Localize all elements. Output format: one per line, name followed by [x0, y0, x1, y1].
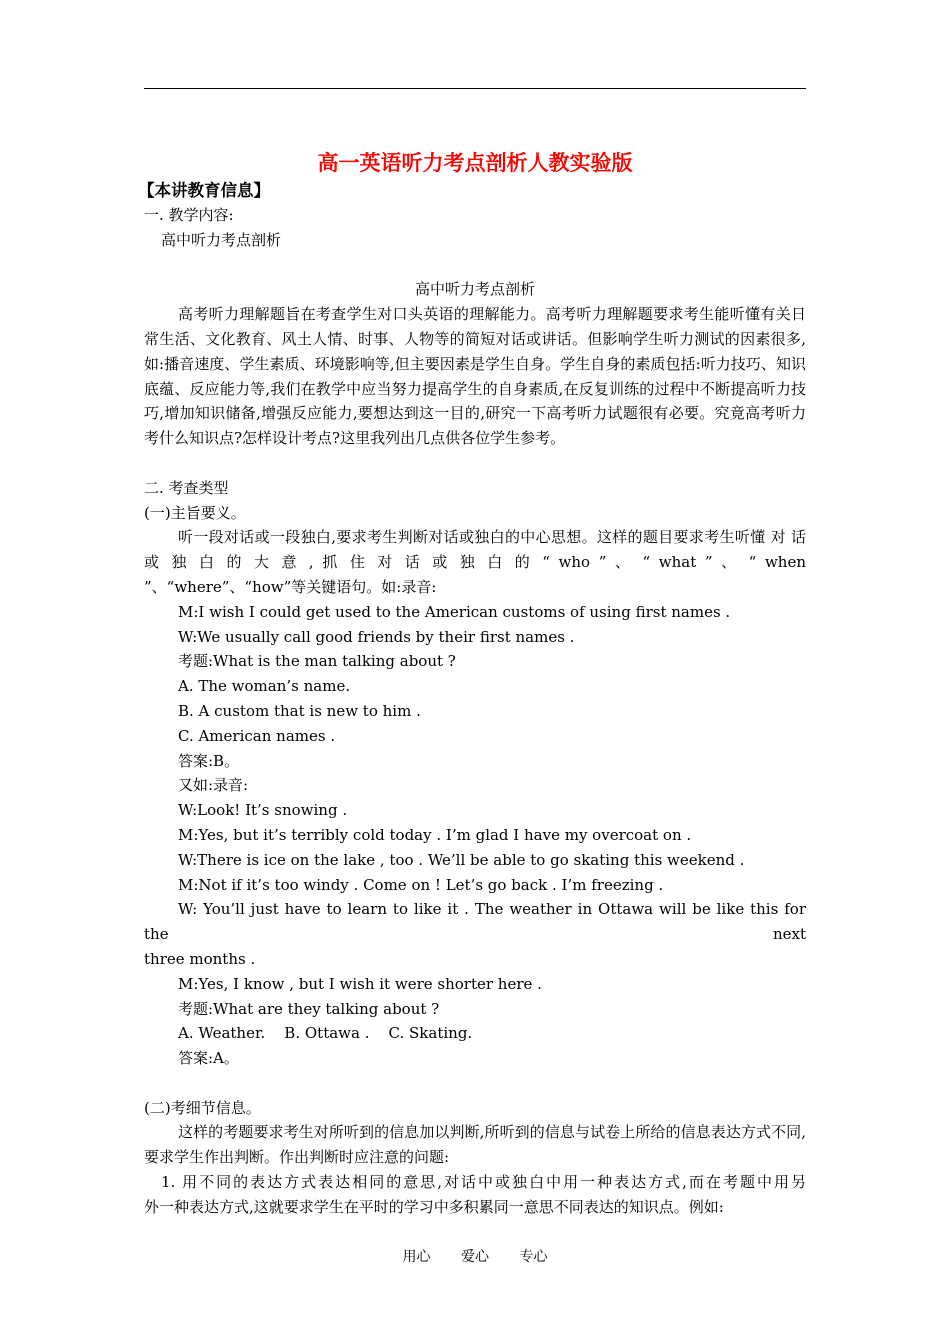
example-2-intro: 又如:录音:	[178, 776, 249, 795]
example-2-long-line-1: W: You’ll just have to learn to like it . The weather in Ottawa will be like this for the next	[144, 900, 806, 944]
example-1-answer: 答案:B。	[178, 751, 240, 770]
example-2-options: A. Weather. B. Ottawa . C. Skating.	[178, 1024, 473, 1043]
section-2-heading: 二. 考查类型	[144, 478, 229, 497]
example-2-line: W:Look! It’s snowing .	[178, 801, 348, 820]
footer-text: 用心	[402, 1249, 431, 1265]
example-2-line: M:Yes, but it’s terribly cold today . I’m glad I have my overcoat on .	[178, 825, 692, 844]
type-1-description-line-1: 听一段对话或一段独白,要求考生判断对话或独白的中心思想。这样的题目要求考生听懂 对 话 或 独 白 的 大 意 , 抓 住 对 话 或 独 白 的 “ who ” 、 “ what ” 、 “ when	[144, 528, 806, 572]
spacer	[144, 253, 806, 278]
type-2-description: 这样的考题要求考生对所听到的信息加以判断,所听到的信息与试卷上所给的信息表达方式不同,要求学生作出判断。作出判断时应注意的问题:	[144, 1123, 806, 1167]
example-1-option: A. The woman’s name.	[178, 677, 351, 696]
page-footer	[0, 1247, 950, 1267]
spacer	[144, 451, 806, 476]
type-2-heading: (二)考细节信息。	[144, 1098, 261, 1117]
type-2-item-1-line-1: 1. 用不同的表达方式表达相同的意思,对话中或独白中用一种表达方式,而在考题中用另	[161, 1173, 806, 1192]
example-1-line: M:I wish I could get used to the American customs of using first names .	[178, 602, 731, 621]
section-1-item: 高中听力考点剖析	[161, 230, 282, 249]
type-1-description-line-2: ”、“where”、“how”等关键语句。如:录音:	[144, 577, 437, 596]
example-2-answer: 答案:A。	[178, 1049, 239, 1068]
document-body	[138, 148, 806, 1220]
spacer	[144, 1071, 806, 1096]
example-2-line: W:There is ice on the lake , too . We’ll be able to go skating this weekend .	[178, 850, 745, 869]
example-2-line: M:Yes, I know , but I wish it were shorter here .	[178, 974, 542, 993]
section-heading: 【本讲教育信息】	[138, 181, 270, 200]
type-2-item-1-line-2: 外一种表达方式,这就要求学生在平时的学习中多积累同一意思不同表达的知识点。例如:	[144, 1197, 724, 1216]
example-2-question: 考题:What are they talking about ?	[178, 999, 440, 1018]
header-rule	[144, 88, 806, 89]
example-2-long-line-2: three months .	[144, 949, 256, 968]
section-1-heading: 一. 教学内容:	[144, 206, 234, 224]
sub-title: 高中听力考点剖析	[414, 280, 535, 299]
type-1-heading: (一)主旨要义。	[144, 503, 246, 522]
example-1-option: C. American names .	[178, 726, 336, 745]
footer-text: 爱心	[461, 1249, 489, 1265]
example-1-question: 考题:What is the man talking about ?	[178, 652, 456, 671]
example-2-line: M:Not if it’s too windy . Come on ! Let’s go back . I’m freezing .	[178, 875, 664, 894]
intro-paragraph: 高考听力理解题旨在考查学生对口头英语的理解能力。高考听力理解题要求考生能听懂有关日常生活、文化教育、风土人情、时事、人物等的简短对话或讲话。但影响学生听力测试的因素很多,如:播音速度、学生素质、环境影响等,但主要因素是学生自身。学生自身的素质包括:听力技巧、知识底蕴、反应能力等,我们在教学中应当努力提高学生的自身素质,在反复训练的过程中不断提高听力技巧,增加知识储备,增强反应能力,要想达到这一目的,研究一下高考听力试题很有必要。究竟高考听力考什么知识点?怎样设计考点?这里我列出几点供各位学生参考。	[144, 305, 806, 448]
document-title: 高一英语听力考点剖析人教实验版	[317, 151, 633, 175]
example-1-option: B. A custom that is new to him .	[178, 701, 421, 720]
footer-text: 专心	[519, 1249, 548, 1265]
example-1-line: W:We usually call good friends by their first names .	[178, 627, 575, 646]
